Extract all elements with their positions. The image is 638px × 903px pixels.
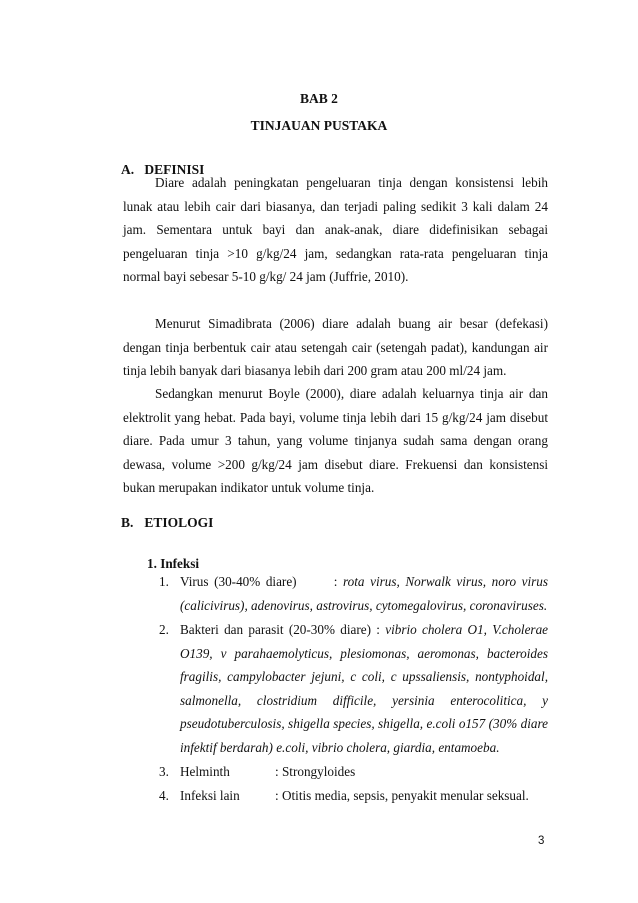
paragraph-definisi-2: Menurut Simadibrata (2006) diare adalah buang air besar (defekasi) dengan tinja berbentuk cair atau setengah cair (setengah padat), kandungan air tinja lebih banyak dari biasanya lebih dari 200 gram atau 200 ml/24 jam. [123, 316, 548, 379]
chapter-title: TINJAUAN PUSTAKA [250, 118, 388, 133]
list-item-body [180, 570, 548, 617]
list-item-separator: : [275, 764, 279, 779]
list-item-label: Bakteri dan parasit (20-30% diare) [180, 622, 371, 637]
list-item-label: Virus (30-40% diare) [180, 574, 297, 589]
list-item-separator: : [376, 622, 380, 637]
chapter-number: BAB 2 [300, 91, 338, 106]
list-item-number: 4. [159, 788, 169, 803]
list-item-body [180, 618, 548, 760]
list-item-text: Strongyloides [281, 764, 356, 779]
list-item-label: Helminth [180, 764, 230, 779]
list-item-text: vibrio cholera O1, V.cholerae O139, v parahaemolyticus, plesiomonas, aeromonas, bacteroides fragilis, campylobacter jejuni, c coli, c upssaliensis, nontyphoidal, salmonella, clostridium difficile, yersinia enterocolitica, y pseudotuberculosis, shigella species, shigella, e.coli o157 (30% diare infektif berdarah) e.coli, vibrio cholera, giardia, entamoeba. [180, 622, 549, 755]
list-item-helminth [159, 760, 548, 784]
list-item-bakteri [159, 618, 548, 758]
section-b-title: ETIOLOGI [144, 515, 214, 530]
section-a-label: A. [121, 162, 135, 177]
list-item-body [180, 784, 548, 808]
section-b-label: B. [121, 515, 134, 530]
subsection-infeksi: 1. Infeksi [147, 556, 200, 571]
list-item-text: rota virus, Norwalk virus, noro virus (calicivirus), adenovirus, astrovirus, cytomegalovirus, coronaviruses. [180, 574, 549, 613]
paragraph-definisi-3: Sedangkan menurut Boyle (2000), diare adalah keluarnya tinja air dan elektrolit yang hebat. Pada bayi, volume tinja lebih dari 15 g/kg/24 jam disebut diare. Pada umur 3 tahun, yang volume tinjanya sudah sama dengan orang dewasa, volume >200 g/kg/24 jam disebut diare. Frekuensi dan konsistensi bukan merupakan indikator untuk volume tinja. [123, 386, 548, 496]
list-item-text: Otitis media, sepsis, penyakit menular seksual. [281, 788, 529, 803]
page-number: 3 [538, 835, 545, 847]
list-item-body [180, 760, 548, 784]
list-item-number: 2. [159, 622, 169, 637]
section-a-title: DEFINISI [144, 162, 205, 177]
list-item-separator: : [333, 574, 338, 589]
list-item-virus [159, 570, 548, 618]
list-item-separator: : [275, 788, 279, 803]
paragraph-definisi-1: Diare adalah peningkatan pengeluaran tinja dengan konsistensi lebih lunak atau lebih cair dari biasanya, dan terjadi paling sedikit 3 kali dalam 24 jam. Sementara untuk bayi dan anak-anak, diare didefinisikan sebagai pengeluaran tinja >10 g/kg/24 jam, sedangkan rata-rata pengeluaran tinja normal bayi sebesar 5-10 g/kg/ 24 jam (Juffrie, 2010). [123, 175, 548, 285]
section-b-heading [121, 515, 213, 531]
list-item-label: Infeksi lain [180, 788, 240, 803]
list-item-number: 3. [159, 764, 169, 779]
list-item-number: 1. [159, 574, 169, 589]
list-item-infeksi-lain [159, 784, 548, 808]
